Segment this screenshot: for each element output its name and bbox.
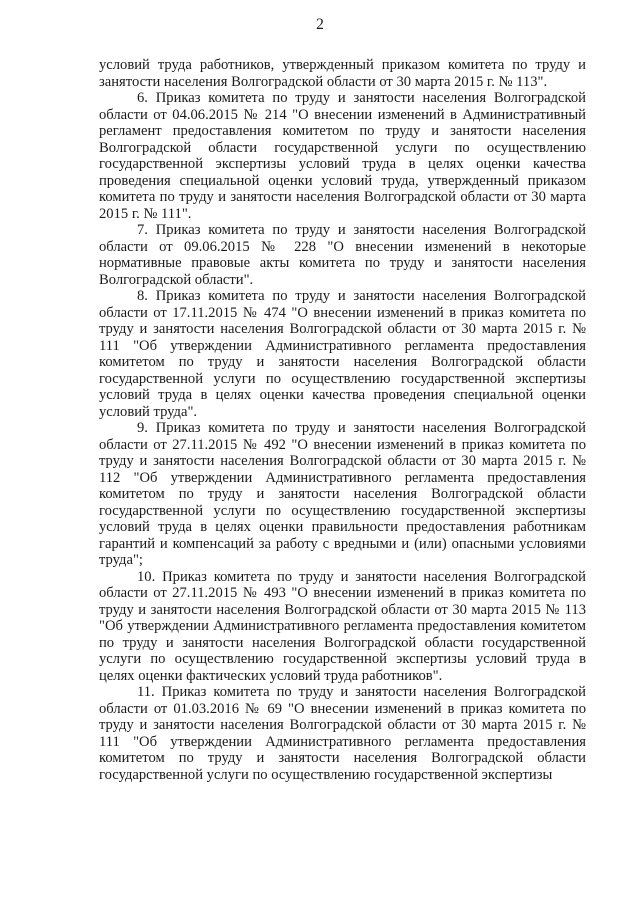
paragraph-item-6: 6. Приказ комитета по труду и занятости населения Волгоградской области от 04.06.2015 № 214 "О внесении изменений в Административный регламент предоставления комитетом по труду и занятости населения Волгоградской области государственной услуги по осуществлению государственной экспертизы условий труда в целях оценки качества проведения специальной оценки условий труда, утвержденный приказом комитета по труду и занятости населения Волгоградской области от 30 марта 2015 г. № 111". [99,90,586,222]
document-body [99,57,586,783]
paragraph-item-9: 9. Приказ комитета по труду и занятости населения Волгоградской области от 27.11.2015 № 492 "О внесении изменений в приказ комитета по труду и занятости населения Волгоградской области от 30 марта 2015 г. № 112 "Об утверждении Административного регламента предоставления комитетом по труду и занятости населения Волгоградской области государственной услуги по осуществлению государственной экспертизы условий труда в целях оценки правильности предоставления работникам гарантий и компенсаций за работу с вредными и (или) опасными условиями труда"; [99,420,586,568]
paragraph-item-10: 10. Приказ комитета по труду и занятости населения Волгоградской области от 27.11.2015 № 493 "О внесении изменений в приказ комитета по труду и занятости населения Волгоградской области от 30 марта 2015 № 113 "Об утверждении Административного регламента предоставления комитетом по труду и занятости населения Волгоградской области государственной услуги по осуществлению государственной экспертизы условий труда в целях оценки фактических условий труда работников". [99,568,586,684]
paragraph-item-11: 11. Приказ комитета по труду и занятости населения Волгоградской области от 01.03.2016 № 69 "О внесении изменений в приказ комитета по труду и занятости населения Волгоградской области от 30 марта 2015 г. № 111 "Об утверждении Административного регламента предоставления комитетом по труду и занятости населения Волгоградской области государственной услуги по осуществлению государственной экспертизы [99,684,586,783]
page-number: 2 [316,16,324,33]
paragraph-item-7: 7. Приказ комитета по труду и занятости населения Волгоградской области от 09.06.2015 № 228 "О внесении изменений в некоторые нормативные правовые акты комитета по труду и занятости населения Волгоградской области". [99,222,586,288]
paragraph-item-8: 8. Приказ комитета по труду и занятости населения Волгоградской области от 17.11.2015 № 474 "О внесении изменений в приказ комитета по труду и занятости населения Волгоградской области от 30 марта 2015 г. № 111 "Об утверждении Административного регламента предоставления комитетом по труду и занятости населения Волгоградской области государственной услуги по осуществлению государственной экспертизы условий труда в целях оценки качества проведения специальной оценки условий труда". [99,288,586,420]
paragraph-continuation: условий труда работников, утвержденный приказом комитета по труду и занятости населения Волгоградской области от 30 марта 2015 г. № 113". [99,57,586,90]
